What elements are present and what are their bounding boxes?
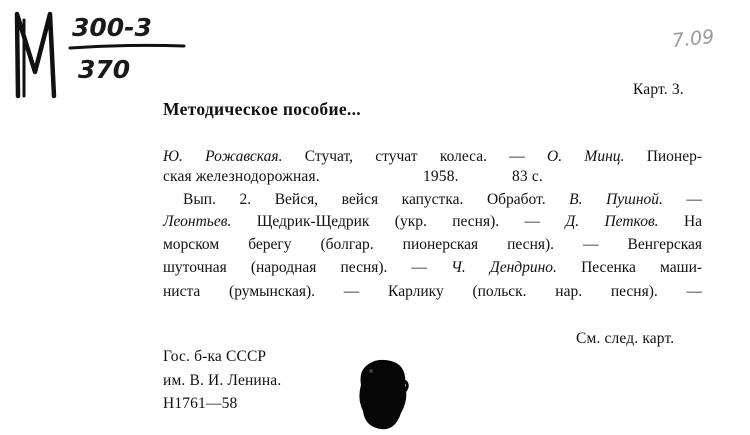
text-span: Стучат, стучат колеса. — — [304, 148, 525, 165]
text-span: — — [686, 191, 703, 208]
text-span: морском берегу (болгар. пионерская песня). — Венгерская — [163, 236, 702, 253]
body-line-1 — [163, 148, 702, 166]
call-mark — [10, 6, 180, 102]
author-name: В. Пушной. — [569, 191, 663, 208]
body-line-2 — [163, 168, 320, 186]
text-span: Пионер- — [646, 148, 703, 165]
ink-stamp — [355, 355, 415, 435]
card-number: Карт. 3. — [633, 81, 684, 98]
publication-year: 1958. — [423, 168, 459, 185]
call-mark-top: 300-3 — [72, 13, 152, 42]
author-name: Ю. Рожавская. — [163, 148, 283, 165]
text-span: Песенка маши- — [581, 259, 703, 276]
page-count: 83 с. — [512, 168, 543, 185]
author-name: Д. Петков. — [565, 213, 659, 230]
body-line-3 — [183, 191, 702, 209]
heading: Методическое пособие... — [163, 99, 361, 119]
body-line-7 — [163, 283, 702, 301]
author-name: Леонтьев. — [163, 213, 232, 230]
body-line-4 — [163, 213, 702, 231]
author-name: О. Минц. — [547, 148, 625, 165]
text-span: Щедрик-Щедрик (укр. песня). — — [256, 213, 540, 230]
print-code: Н1761—58 — [163, 395, 238, 412]
body-line-6 — [163, 259, 702, 277]
library-name-line-2: им. В. И. Ленина. — [163, 372, 282, 389]
text-span: На — [683, 213, 703, 230]
call-mark-bottom: 370 — [78, 55, 131, 84]
author-name: Ч. Дендрино. — [451, 259, 557, 276]
body-line-5 — [163, 236, 702, 254]
pencil-note: 7.09 — [670, 25, 716, 53]
library-name: Гос. б-ка СССР — [163, 348, 267, 365]
call-mark-letter — [10, 6, 70, 102]
call-mark-rule — [68, 42, 188, 52]
text-span: Вып. 2. Вейся, вейся капустка. Обработ. — [183, 191, 546, 208]
text-span: шуточная (народная песня). — — [163, 259, 428, 276]
text-span: ниста (румынская). — Карлику (польск. нар. песня). — — [163, 283, 702, 300]
see-next-card: См. след. карт. — [576, 330, 675, 347]
text-span: ская железнодорожная. — [163, 168, 320, 185]
